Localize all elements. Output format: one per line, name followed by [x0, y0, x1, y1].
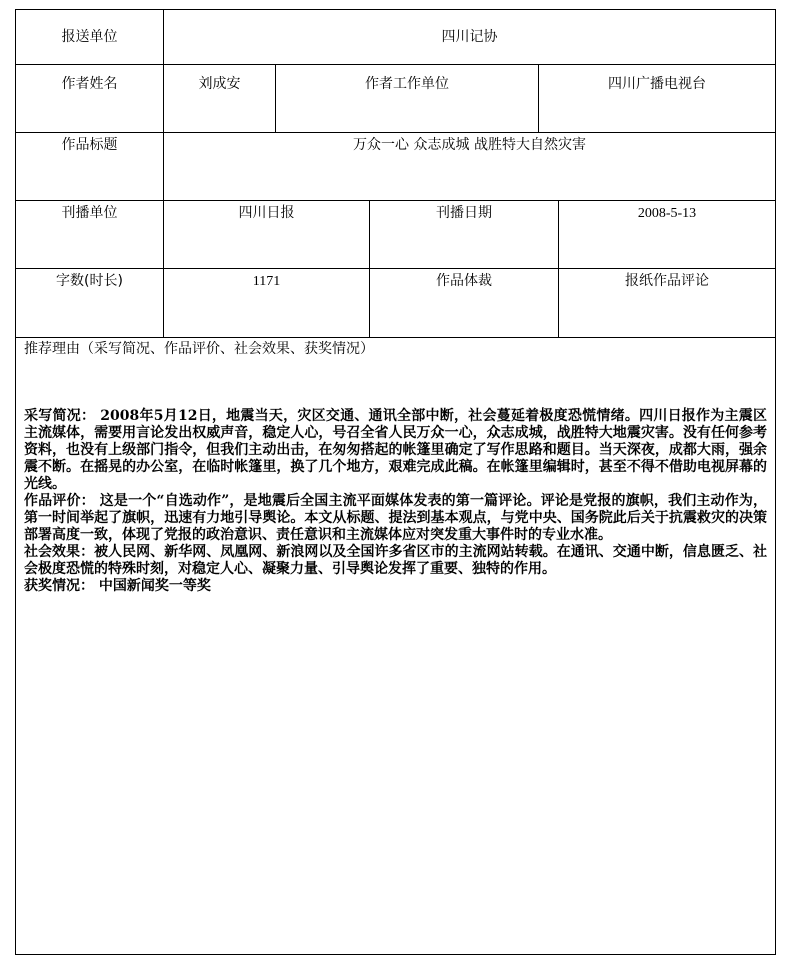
publisher-label: 刊播单位	[15, 200, 164, 269]
social-effect: 社会效果：被人民网、新华网、凤凰网、新浪网以及全国许多省区市的主流网站转载。在通讯、交通中断，信息匮乏、社会极度恐慌的特殊时刻，对稳定人心、凝聚力量、引导舆论发挥了重要、独特的作用。	[24, 544, 767, 577]
publisher-value: 四川日报	[163, 200, 370, 269]
recommendation-section	[15, 337, 776, 955]
genre-value: 报纸作品评论	[558, 268, 776, 338]
publish-date-label: 刊播日期	[369, 200, 559, 269]
award-entry-form	[15, 9, 776, 955]
award-status: 获奖情况： 中国新闻奖一等奖	[24, 578, 211, 594]
title-label: 作品标题	[15, 132, 164, 201]
publish-date-value: 2008-5-13	[558, 200, 776, 269]
author-name-label: 作者姓名	[15, 64, 164, 133]
word-count-value: 1171	[163, 268, 370, 338]
recommendation-label: 推荐理由（采写简况、作品评价、社会效果、获奖情况）	[24, 341, 374, 357]
recommendation-body	[24, 408, 767, 595]
word-count-label: 字数(时长)	[15, 268, 164, 338]
work-evaluation: 作品评价： 这是一个“自选动作”，是地震后全国主流平面媒体发表的第一篇评论。评论是党报的旗帜，我们主动作为，第一时间举起了旗帜，迅速有力地引导舆论。本文从标题、提法到基本观点，与党中央、国务院此后关于抗震救灾的决策部署高度一致，体现了党报的政治意识、责任意识和主流媒体应对突发重大事件时的专业水准。	[24, 493, 767, 543]
submit-unit-value: 四川记协	[163, 9, 776, 65]
genre-label: 作品体裁	[369, 268, 559, 338]
author-unit-value: 四川广播电视台	[538, 64, 776, 133]
author-name-value: 刘成安	[163, 64, 276, 133]
author-unit-label: 作者工作单位	[275, 64, 539, 133]
title-value: 万众一心 众志成城 战胜特大自然灾害	[163, 132, 776, 201]
writing-summary: 采写简况： 2008年5月12日，地震当天，灾区交通、通讯全部中断，社会蔓延着极度恐慌情绪。四川日报作为主震区主流媒体，需要用言论发出权威声音，稳定人心，号召全省人民万众一心，众志成城，战胜特大地震灾害。没有任何参考资料，也没有上级部门指令，但我们主动出击，在匆匆搭起的帐篷里确定了写作思路和题目。当天深夜，成都大雨，强余震不断。在摇晃的办公室，在临时帐篷里，换了几个地方，艰难完成此稿。在帐篷里编辑时，甚至不得不借助电视屏幕的光线。	[24, 408, 767, 492]
submit-unit-label: 报送单位	[15, 9, 164, 65]
